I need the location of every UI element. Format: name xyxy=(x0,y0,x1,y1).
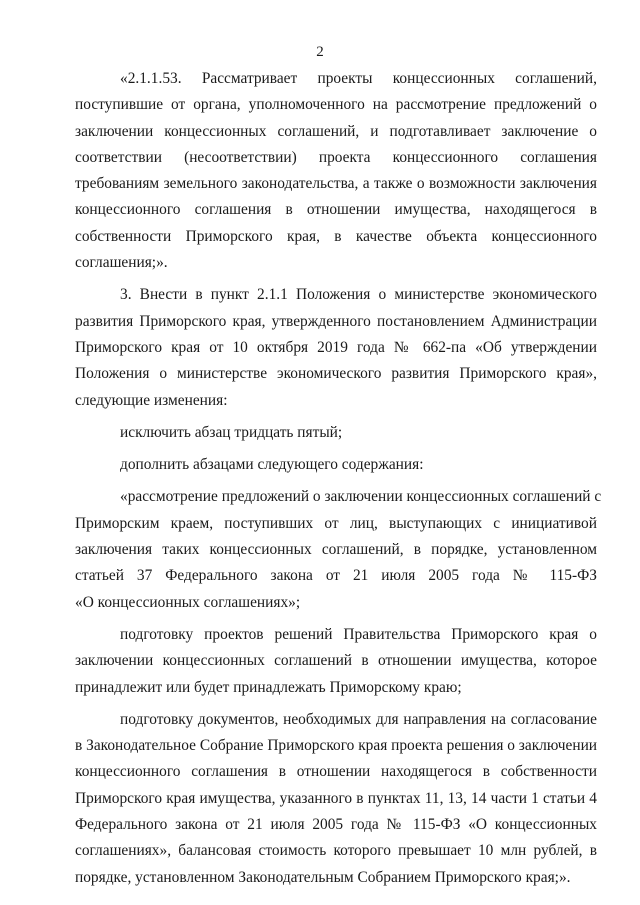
text-line: порядке, установленном Законодательным Собранием Приморского края;». xyxy=(75,868,571,886)
text-line: «рассмотрение предложений о заключении концессионных соглашений с xyxy=(120,488,602,506)
text-line: концессионного соглашения в отношении имущества, находящегося в xyxy=(75,201,597,219)
paragraph xyxy=(75,482,602,619)
text-line: заключении концессионных соглашений в отношении имущества, которое xyxy=(75,652,597,670)
text-line: Приморского края имущества, указанного в пунктах 11, 13, 14 части 1 статьи 4 xyxy=(75,789,597,807)
text-line: поступившие от органа, уполномоченного на рассмотрение предложений о xyxy=(75,96,597,114)
paragraph xyxy=(75,418,597,450)
text-line: концессионного соглашения в отношении находящегося в собственности xyxy=(75,763,597,781)
text-line: в Законодательное Собрание Приморского края проекта решения о заключении xyxy=(75,737,598,755)
text-line: принадлежит или будет принадлежать Приморскому краю; xyxy=(75,678,462,696)
text-line: соответствии (несоответствии) проекта концессионного соглашения xyxy=(75,148,597,166)
text-line: следующие изменения: xyxy=(75,391,228,409)
paragraph xyxy=(75,70,597,280)
text-line: статьей 37 Федерального закона от 21 июля 2005 года № 115-ФЗ xyxy=(75,567,597,585)
text-line: собственности Приморского края, в качестве объекта концессионного xyxy=(75,227,597,245)
text-line: дополнить абзацами следующего содержания: xyxy=(120,456,424,474)
text-line: Федерального закона от 21 июля 2005 года № 115-ФЗ «О концессионных xyxy=(75,816,597,834)
text-line: соглашения;». xyxy=(75,254,168,272)
text-line: заключения таких концессионных соглашений, в порядке, установленном xyxy=(75,541,597,559)
text-line: соглашениях», балансовая стоимость которого превышает 10 млн рублей, в xyxy=(75,842,597,860)
paragraph xyxy=(75,280,597,417)
text-line: заключении концессионных соглашений, и подготавливает заключение о xyxy=(75,122,597,140)
text-line: подготовку проектов решений Правительства Приморского края о xyxy=(120,625,597,643)
text-line: 3. Внести в пункт 2.1.1 Положения о министерстве экономического xyxy=(120,286,597,304)
paragraph xyxy=(75,705,597,895)
text-line: подготовку документов, необходимых для направления на согласование xyxy=(120,710,597,728)
text-line: «О концессионных соглашениях»; xyxy=(75,593,301,611)
text-line: развития Приморского края, утвержденного постановлением Администрации xyxy=(75,312,597,330)
page-number: 2 xyxy=(316,44,324,60)
text-line: «2.1.1.53. Рассматривает проекты концессионных соглашений, xyxy=(120,70,597,87)
document-body xyxy=(75,70,602,895)
text-line: Приморского края от 10 октября 2019 года № 662-па «Об утверждении xyxy=(75,338,597,356)
text-line: исключить абзац тридцать пятый; xyxy=(120,423,343,441)
paragraph xyxy=(75,620,597,705)
text-line: Приморским краем, поступивших от лиц, выступающих с инициативой xyxy=(75,514,597,532)
text-line: Положения о министерстве экономического развития Приморского края», xyxy=(75,365,597,383)
paragraph xyxy=(75,450,597,482)
text-line: требованиям земельного законодательства, а также о возможности заключения xyxy=(75,175,597,193)
